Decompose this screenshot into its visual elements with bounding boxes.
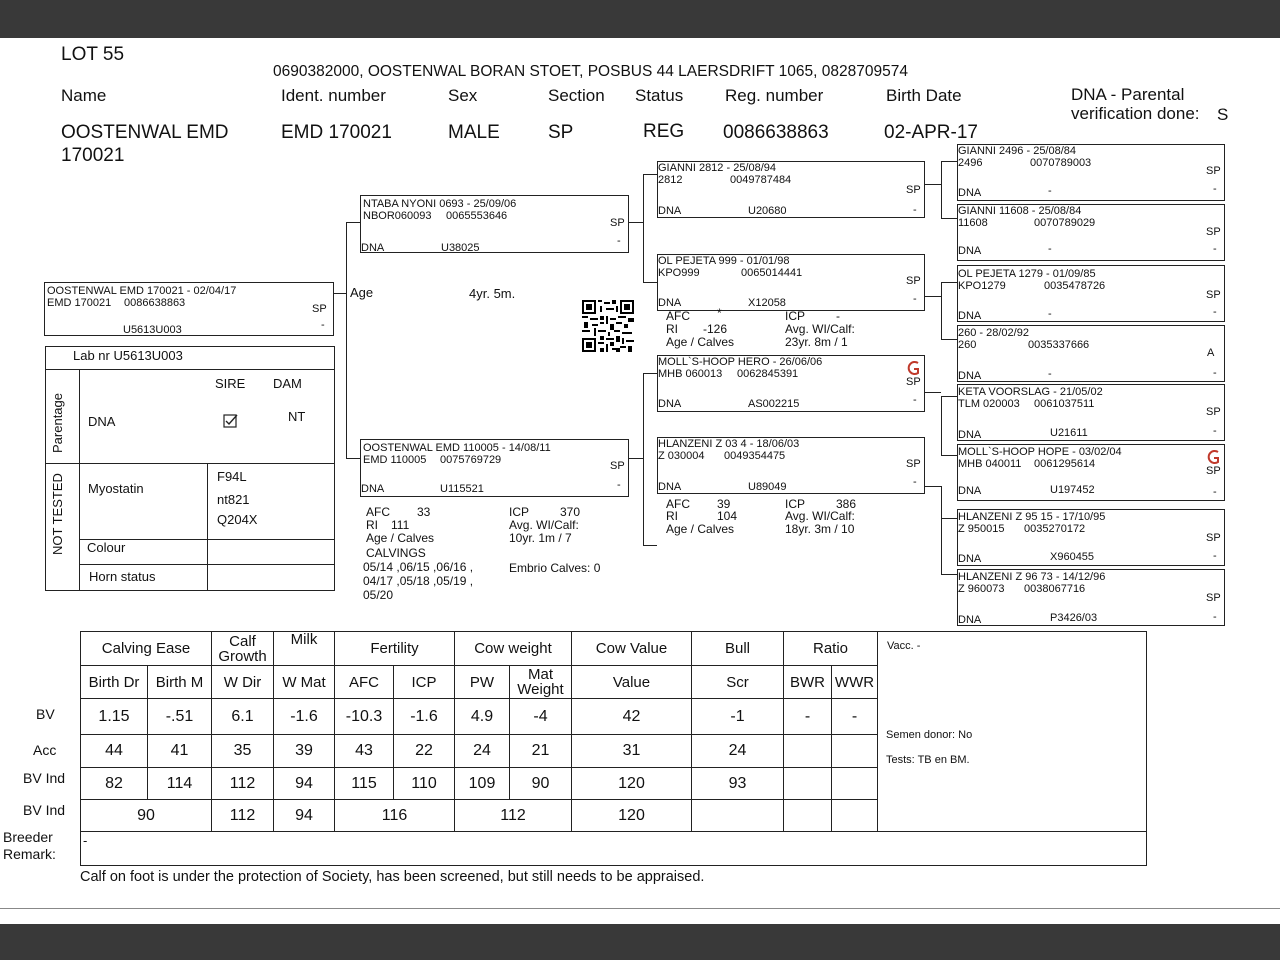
dam-reg: 0075769729	[440, 454, 502, 466]
ggp-section: SP	[1206, 226, 1221, 238]
bv-ind2-cell: 116	[335, 800, 455, 832]
ggp-reg: 0061037511	[1034, 398, 1095, 410]
self-box-section: SP	[312, 303, 327, 315]
gp-ri-label: RI	[666, 322, 678, 336]
animal-ident: EMD 170021	[281, 122, 392, 143]
group-fertility: Fertility	[335, 632, 455, 666]
gp-id: KPO999	[658, 267, 700, 279]
acc-cell: 43	[335, 735, 394, 768]
sub-icp: ICP	[394, 666, 455, 699]
sire-title: NTABA NYONI 0693 - 25/09/06	[363, 198, 517, 210]
lab-sire-header: SIRE	[215, 376, 246, 391]
gp-dash: -	[913, 293, 917, 305]
row-label-acc: Acc	[33, 742, 57, 758]
bv-cell: 42	[572, 699, 692, 735]
gp-dash: -	[913, 204, 917, 216]
ggp-reg: 0035478726	[1044, 280, 1106, 292]
gp-agecalves-label: Age / Calves	[666, 335, 735, 349]
sire-box	[360, 195, 629, 253]
ggp-section: SP	[1206, 592, 1221, 604]
ggp-section: SP	[1206, 165, 1221, 177]
sub-birth-dr: Birth Dr	[81, 666, 148, 699]
sub-w-mat: W Mat	[274, 666, 335, 699]
header-ident: Ident. number	[281, 86, 386, 105]
sire-dash: -	[617, 235, 621, 247]
dam-calvings-1: 05/14 ,06/15 ,06/16 ,	[363, 560, 474, 574]
great-grandparent-box	[957, 325, 1225, 382]
footer-note: Calf on foot is under the protection of Society, has been screened, but still needs to be appraised.	[80, 869, 705, 885]
bv-ind-cell: 115	[335, 768, 394, 800]
great-grandparent-box	[957, 384, 1225, 441]
ggp-dash: -	[1213, 425, 1217, 437]
age-value: 4yr. 5m.	[469, 286, 516, 301]
bv-ind-cell: 120	[572, 768, 692, 800]
bv-cell: -.51	[148, 699, 212, 735]
gp-reg: 0062845391	[737, 368, 799, 380]
gp-wi-label: Avg. WI/Calf:	[785, 509, 855, 523]
gp-afc-label: AFC	[666, 309, 690, 323]
bv-cell: -1.6	[274, 699, 335, 735]
group-calf-growth: Calf Growth	[212, 632, 274, 666]
ggp-reg: 0061295614	[1034, 458, 1096, 470]
self-box-reg: 0086638863	[124, 297, 186, 309]
bv-ind2-cell: 112	[455, 800, 572, 832]
myostatin-f94l: F94L	[217, 469, 247, 484]
lot-number: LOT 55	[61, 44, 125, 65]
dam-calvings-3: 05/20	[363, 588, 394, 602]
group-calving-ease: Calving Ease	[81, 632, 212, 666]
gp-code: AS002215	[748, 398, 800, 410]
ggp-dna: DNA	[958, 370, 982, 382]
sire-section: SP	[610, 217, 625, 229]
ggp-title: HLANZENI Z 95 15 - 17/10/95	[958, 511, 1106, 523]
bv-ind-cell	[832, 768, 878, 800]
acc-cell: 21	[510, 735, 572, 768]
gp-afc: *	[717, 306, 722, 320]
gp-code: U89049	[748, 481, 787, 493]
acc-cell	[832, 735, 878, 768]
animal-name-2: 170021	[61, 145, 125, 166]
bv-ind-cell: 94	[274, 768, 335, 800]
breeder-line: 0690382000, OOSTENWAL BORAN STOET, POSBUS 44 LAERSDRIFT 1065, 0828709574	[273, 63, 908, 80]
ggp-dash: -	[1213, 486, 1217, 498]
sub-wwr: WWR	[832, 666, 878, 699]
dam-embrio: Embrio Calves: 0	[509, 561, 601, 575]
ggp-dna: DNA	[958, 245, 982, 257]
lab-dam-value: NT	[288, 409, 306, 424]
gp-section: SP	[906, 275, 921, 287]
grandparent-box	[657, 355, 925, 412]
bv-ind2-cell: 120	[572, 800, 692, 832]
myostatin-label: Myostatin	[88, 481, 144, 496]
bv-cell: -4	[510, 699, 572, 735]
acc-cell: 39	[274, 735, 335, 768]
breeder-remark-value: -	[83, 833, 88, 848]
bv-ind-cell: 109	[455, 768, 510, 800]
bv-ind2-cell	[832, 800, 878, 832]
acc-cell	[784, 735, 832, 768]
bv-cell: -	[832, 699, 878, 735]
gp-afc: 39	[717, 497, 731, 511]
bv-cell: -	[784, 699, 832, 735]
header-status: Status	[635, 86, 684, 105]
ggp-code: U21611	[1050, 427, 1088, 439]
sub-bwr: BWR	[784, 666, 832, 699]
gp-id: 2812	[658, 174, 683, 186]
acc-cell: 24	[455, 735, 510, 768]
gp-reg: 0049354475	[724, 450, 786, 462]
animal-section: SP	[548, 122, 574, 143]
ggp-dash: -	[1213, 243, 1217, 255]
self-box-code: U5613U003	[123, 324, 182, 336]
sire-id: NBOR060093	[363, 210, 432, 222]
dam-agecalves-label: Age / Calves	[366, 531, 435, 545]
sub-birth-m: Birth M	[148, 666, 212, 699]
ggp-dna: DNA	[958, 429, 982, 441]
gp-dna: DNA	[658, 481, 682, 493]
great-grandparent-box	[957, 444, 1225, 501]
table-row	[81, 800, 878, 832]
gp-ri: 104	[717, 509, 738, 523]
dam-wi-label: Avg. WI/Calf:	[509, 518, 579, 532]
group-cow-value: Cow Value	[572, 632, 692, 666]
dam-ri: 111	[391, 518, 410, 532]
ggp-title: GIANNI 2496 - 25/08/84	[958, 145, 1077, 157]
header-sex: Sex	[448, 86, 478, 105]
self-box-id: EMD 170021	[47, 297, 112, 309]
dam-dash: -	[617, 479, 621, 491]
self-box-title: OOSTENWAL EMD 170021 - 02/04/17	[47, 285, 237, 297]
society-logo-icon	[1206, 449, 1222, 465]
dam-calvings-label: CALVINGS	[366, 546, 426, 560]
ggp-dash: -	[1213, 367, 1217, 379]
great-grandparent-box	[957, 204, 1225, 261]
row-label-bv-ind-2: BV Ind	[23, 802, 66, 818]
vacc-text: Vacc. -	[887, 640, 921, 652]
sire-reg: 0065553646	[446, 210, 508, 222]
ggp-id: 2496	[958, 157, 983, 169]
ggp-code: -	[1048, 185, 1052, 197]
bv-ind-cell: 90	[510, 768, 572, 800]
header-dna-value: S	[1217, 105, 1229, 124]
self-box-dash: -	[321, 319, 325, 331]
society-logo-icon	[906, 360, 922, 376]
animal-name-1: OOSTENWAL EMD	[61, 122, 229, 143]
gp-dna: DNA	[658, 398, 682, 410]
lab-dna-label: DNA	[88, 414, 116, 429]
gp-icp-label: ICP	[785, 309, 806, 323]
dam-calvings-2: 04/17 ,05/18 ,05/19 ,	[363, 574, 474, 588]
header-birth: Birth Date	[886, 86, 962, 105]
acc-cell: 24	[692, 735, 784, 768]
dam-ri-label: RI	[366, 518, 378, 532]
gp-wi-label: Avg. WI/Calf:	[785, 322, 855, 336]
ggp-id: TLM 020003	[958, 398, 1020, 410]
sub-w-dir: W Dir	[212, 666, 274, 699]
animal-reg: 0086638863	[723, 122, 829, 143]
ggp-dna: DNA	[958, 187, 982, 199]
row-label-bv: BV	[36, 706, 55, 722]
ggp-id: 260	[958, 339, 977, 351]
ggp-title: OL PEJETA 1279 - 01/09/85	[958, 268, 1096, 280]
horn-status-label: Horn status	[89, 569, 156, 584]
gp-title: GIANNI 2812 - 25/08/94	[658, 162, 777, 174]
great-grandparent-box	[957, 509, 1225, 566]
dam-afc-label: AFC	[366, 505, 390, 519]
qr-code-icon	[582, 300, 634, 352]
sub-afc: AFC	[335, 666, 394, 699]
dam-agecalves: 10yr. 1m / 7	[509, 531, 572, 545]
ggp-reg: 0035337666	[1028, 339, 1090, 351]
colour-label: Colour	[87, 540, 126, 555]
bv-ind-cell: 93	[692, 768, 784, 800]
header-name: Name	[61, 86, 107, 105]
ggp-reg: 0035270172	[1024, 523, 1086, 535]
dam-section: SP	[610, 460, 625, 472]
dam-icp: 370	[560, 505, 581, 519]
bv-cell: 6.1	[212, 699, 274, 735]
breeder-remark-box	[80, 831, 1147, 866]
gp-ri: -126	[703, 322, 728, 336]
ggp-code: -	[1048, 243, 1052, 255]
row-label-bv-ind: BV Ind	[23, 770, 66, 786]
gp-agecalves: 18yr. 3m / 10	[785, 522, 855, 536]
grandparent-box	[657, 161, 925, 218]
ggp-id: KPO1279	[958, 280, 1006, 292]
ggp-title: HLANZENI Z 96 73 - 14/12/96	[958, 571, 1106, 583]
ggp-dash: -	[1213, 611, 1217, 623]
gp-agecalves-label: Age / Calves	[666, 522, 735, 536]
animal-birth: 02-APR-17	[884, 122, 978, 143]
gp-reg: 0049787484	[730, 174, 792, 186]
tests-text: Tests: TB en BM.	[886, 754, 970, 766]
gp-section: SP	[906, 458, 921, 470]
ggp-code: -	[1048, 368, 1052, 380]
sub-value: Value	[572, 666, 692, 699]
header-dna-1: DNA - Parental	[1071, 85, 1185, 104]
ggp-id: MHB 040011	[958, 458, 1022, 470]
ggp-section: A	[1207, 347, 1215, 359]
gp-title: MOLL`S-HOOP HERO - 26/06/06	[658, 356, 823, 368]
gp-dna: DNA	[658, 297, 682, 309]
dam-title: OOSTENWAL EMD 110005 - 14/08/11	[363, 442, 551, 454]
great-grandparent-box	[957, 569, 1225, 626]
ggp-section: SP	[1206, 289, 1221, 301]
ggp-title: KETA VOORSLAG - 21/05/02	[958, 386, 1103, 398]
bv-ind2-cell: 94	[274, 800, 335, 832]
table-row	[81, 699, 878, 735]
gp-dna: DNA	[658, 205, 682, 217]
ggp-title: MOLL`S-HOOP HOPE - 03/02/04	[958, 446, 1122, 458]
sub-pw: PW	[455, 666, 510, 699]
grandparent-box	[657, 437, 925, 494]
ggp-dna: DNA	[958, 553, 982, 565]
ggp-title: 260 - 28/02/92	[958, 327, 1029, 339]
header-dna-2: verification done:	[1071, 104, 1200, 123]
bv-cell: -10.3	[335, 699, 394, 735]
header-reg: Reg. number	[725, 86, 824, 105]
gp-icp: -	[836, 309, 840, 323]
bv-ind-cell: 110	[394, 768, 455, 800]
bv-ind2-cell	[784, 800, 832, 832]
top-bar	[0, 0, 1280, 38]
lab-number: Lab nr U5613U003	[73, 348, 183, 363]
gp-dash: -	[913, 476, 917, 488]
dam-code: U115521	[440, 483, 484, 495]
bv-cell: -1	[692, 699, 784, 735]
parentage-label: Parentage	[50, 393, 65, 453]
sub-mat-weight: Mat Weight	[510, 666, 572, 699]
bv-ind-cell: 112	[212, 768, 274, 800]
gp-icp-label: ICP	[785, 497, 806, 511]
gp-title: HLANZENI Z 03 4 - 18/06/03	[658, 438, 800, 450]
ggp-reg: 0038067716	[1024, 583, 1086, 595]
bv-ind2-cell: 90	[81, 800, 212, 832]
sire-code: U38025	[441, 242, 480, 254]
age-label: Age	[350, 285, 374, 300]
gp-code: X12058	[748, 297, 786, 309]
acc-cell: 44	[81, 735, 148, 768]
gp-agecalves: 23yr. 8m / 1	[785, 335, 848, 349]
acc-cell: 22	[394, 735, 455, 768]
bv-ind-cell: 114	[148, 768, 212, 800]
gp-ri-label: RI	[666, 509, 678, 523]
bv-cell: -1.6	[394, 699, 455, 735]
ggp-dash: -	[1213, 183, 1217, 195]
bv-ind-cell	[784, 768, 832, 800]
ggp-id: 11608	[958, 217, 988, 229]
sub-scr: Scr	[692, 666, 784, 699]
animal-sex: MALE	[448, 122, 500, 143]
not-tested-label: NOT TESTED	[50, 473, 65, 555]
dam-icp-label: ICP	[509, 505, 530, 519]
gp-section: SP	[906, 376, 921, 388]
bv-ind-cell: 82	[81, 768, 148, 800]
bv-cell: 4.9	[455, 699, 510, 735]
sire-dna: DNA	[361, 242, 385, 254]
checkbox-checked-icon	[223, 414, 238, 429]
ggp-code: P3426/03	[1050, 612, 1098, 624]
gp-id: Z 030004	[658, 450, 705, 462]
ggp-dash: -	[1213, 550, 1217, 562]
group-milk: Milk	[274, 632, 335, 666]
ggp-code: X960455	[1050, 551, 1095, 563]
ggp-section: SP	[1206, 465, 1221, 477]
gp-section: SP	[906, 184, 921, 196]
bv-ind2-cell	[692, 800, 784, 832]
ggp-dna: DNA	[958, 485, 982, 497]
dam-dna: DNA	[361, 483, 385, 495]
group-cow-weight: Cow weight	[455, 632, 572, 666]
group-ratio: Ratio	[784, 632, 878, 666]
gp-dash: -	[913, 394, 917, 406]
ggp-reg: 0070789029	[1034, 217, 1096, 229]
table-row	[81, 768, 878, 800]
header-section: Section	[548, 86, 605, 105]
gp-id: MHB 060013	[658, 368, 723, 380]
breeder-remark-label-1: Breeder	[3, 829, 53, 845]
lab-table	[45, 346, 335, 591]
myostatin-nt821: nt821	[217, 492, 250, 507]
breeding-values-table	[80, 631, 878, 832]
myostatin-q204x: Q204X	[217, 512, 258, 527]
great-grandparent-box	[957, 265, 1225, 322]
breeder-remark-label-2: Remark:	[3, 846, 56, 862]
ggp-section: SP	[1206, 532, 1221, 544]
acc-cell: 35	[212, 735, 274, 768]
acc-cell: 41	[148, 735, 212, 768]
ggp-id: Z 960073	[958, 583, 1005, 595]
gp-code: U20680	[748, 205, 787, 217]
lab-dam-header: DAM	[273, 376, 302, 391]
ggp-dna: DNA	[958, 614, 982, 626]
ggp-section: SP	[1206, 406, 1221, 418]
dam-id: EMD 110005	[363, 454, 427, 466]
bv-cell: 1.15	[81, 699, 148, 735]
great-grandparent-box	[957, 144, 1225, 201]
dam-afc: 33	[417, 505, 431, 519]
gp-title: OL PEJETA 999 - 01/01/98	[658, 255, 790, 267]
gp-afc-label: AFC	[666, 497, 690, 511]
side-panel	[877, 631, 1147, 832]
group-bull: Bull	[692, 632, 784, 666]
gp-reg: 0065014441	[741, 267, 803, 279]
ggp-dna: DNA	[958, 310, 982, 322]
gp-icp: 386	[836, 497, 857, 511]
table-row	[81, 735, 878, 768]
ggp-dash: -	[1213, 306, 1217, 318]
ggp-id: Z 950015	[958, 523, 1005, 535]
semen-donor-text: Semen donor: No	[886, 729, 973, 741]
self-box	[44, 282, 334, 336]
bottom-bar	[0, 924, 1280, 960]
ggp-code: U197452	[1050, 484, 1095, 496]
grandparent-box	[657, 254, 925, 311]
ggp-reg: 0070789003	[1030, 157, 1092, 169]
dam-box	[360, 439, 629, 497]
ggp-code: -	[1048, 308, 1052, 320]
acc-cell: 31	[572, 735, 692, 768]
bv-ind2-cell: 112	[212, 800, 274, 832]
ggp-title: GIANNI 11608 - 25/08/84	[958, 205, 1082, 217]
animal-status: REG	[643, 121, 685, 142]
